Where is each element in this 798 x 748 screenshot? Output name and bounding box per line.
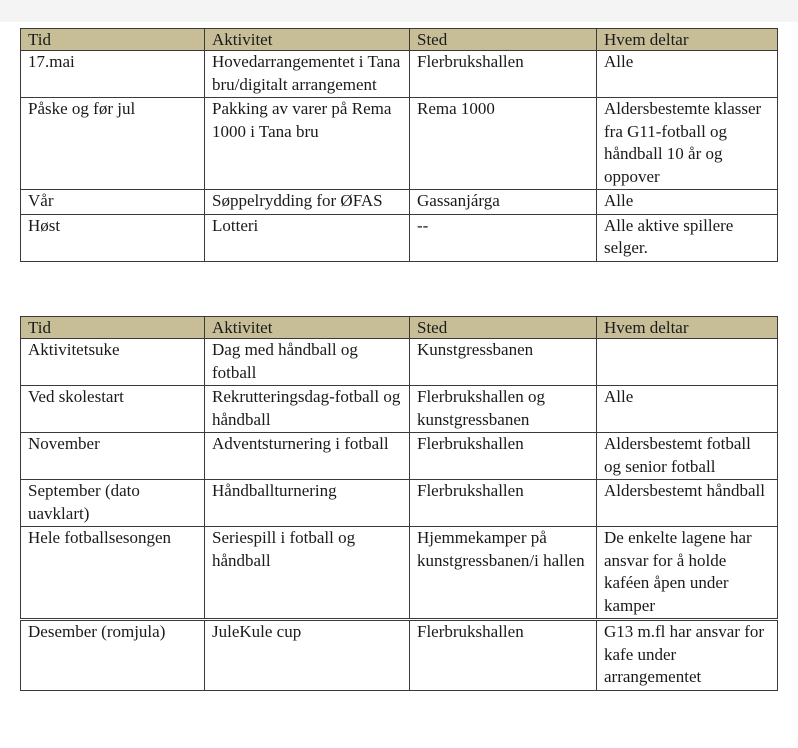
header-tid: Tid	[21, 317, 205, 339]
cell-aktivitet: Håndballturnering	[205, 480, 410, 527]
activity-table-2	[20, 316, 778, 691]
cell-tid: Vår	[21, 190, 205, 215]
cell-sted: Flerbrukshallen og kunstgressbanen	[410, 386, 597, 433]
cell-tid: 17.mai	[21, 51, 205, 98]
header-aktivitet: Aktivitet	[205, 29, 410, 51]
cell-sted: Flerbrukshallen	[410, 51, 597, 98]
header-row	[21, 317, 778, 339]
cell-hvem-deltar: G13 m.fl har ansvar for kafe under arrangementet	[597, 620, 778, 691]
cell-sted: Gassanjárga	[410, 190, 597, 215]
cell-aktivitet: Søppelrydding for ØFAS	[205, 190, 410, 215]
table-row	[21, 620, 778, 691]
header-sted: Sted	[410, 317, 597, 339]
table-row	[21, 386, 778, 433]
cell-sted: Flerbrukshallen	[410, 433, 597, 480]
cell-tid: Aktivitetsuke	[21, 339, 205, 386]
table-row	[21, 480, 778, 527]
cell-aktivitet: Seriespill i fotball og håndball	[205, 527, 410, 620]
cell-hvem-deltar: Aldersbestemt håndball	[597, 480, 778, 527]
cell-aktivitet: Pakking av varer på Rema 1000 i Tana bru	[205, 98, 410, 190]
cell-sted: Flerbrukshallen	[410, 620, 597, 691]
header-tid: Tid	[21, 29, 205, 51]
top-band	[0, 0, 798, 22]
table-row	[21, 339, 778, 386]
cell-hvem-deltar: Aldersbestemte klasser fra G11-fotball og håndball 10 år og oppover	[597, 98, 778, 190]
header-hvem-deltar: Hvem deltar	[597, 29, 778, 51]
table-row	[21, 214, 778, 261]
cell-hvem-deltar: Aldersbestemt fotball og senior fotball	[597, 433, 778, 480]
cell-hvem-deltar: Alle	[597, 51, 778, 98]
cell-aktivitet: JuleKule cup	[205, 620, 410, 691]
cell-sted: --	[410, 214, 597, 261]
header-row	[21, 29, 778, 51]
cell-sted: Flerbrukshallen	[410, 480, 597, 527]
cell-aktivitet: Lotteri	[205, 214, 410, 261]
cell-aktivitet: Dag med håndball og fotball	[205, 339, 410, 386]
cell-sted: Kunstgressbanen	[410, 339, 597, 386]
cell-tid: Hele fotballsesongen	[21, 527, 205, 620]
table-row	[21, 190, 778, 215]
cell-aktivitet: Adventsturnering i fotball	[205, 433, 410, 480]
table-row	[21, 527, 778, 620]
cell-aktivitet: Rekrutteringsdag-fotball og håndball	[205, 386, 410, 433]
cell-hvem-deltar	[597, 339, 778, 386]
cell-tid: September (dato uavklart)	[21, 480, 205, 527]
cell-tid: Ved skolestart	[21, 386, 205, 433]
cell-hvem-deltar: Alle aktive spillere selger.	[597, 214, 778, 261]
cell-hvem-deltar: De enkelte lagene har ansvar for å holde kaféen åpen under kamper	[597, 527, 778, 620]
cell-tid: Desember (romjula)	[21, 620, 205, 691]
activity-table-1	[20, 28, 778, 262]
table-row	[21, 98, 778, 190]
cell-hvem-deltar: Alle	[597, 386, 778, 433]
cell-sted: Hjemmekamper på kunstgressbanen/i hallen	[410, 527, 597, 620]
header-hvem-deltar: Hvem deltar	[597, 317, 778, 339]
cell-sted: Rema 1000	[410, 98, 597, 190]
cell-hvem-deltar: Alle	[597, 190, 778, 215]
header-sted: Sted	[410, 29, 597, 51]
header-aktivitet: Aktivitet	[205, 317, 410, 339]
cell-tid: Påske og før jul	[21, 98, 205, 190]
table-row	[21, 51, 778, 98]
cell-tid: Høst	[21, 214, 205, 261]
table-row	[21, 433, 778, 480]
cell-tid: November	[21, 433, 205, 480]
cell-aktivitet: Hovedarrangementet i Tana bru/digitalt arrangement	[205, 51, 410, 98]
